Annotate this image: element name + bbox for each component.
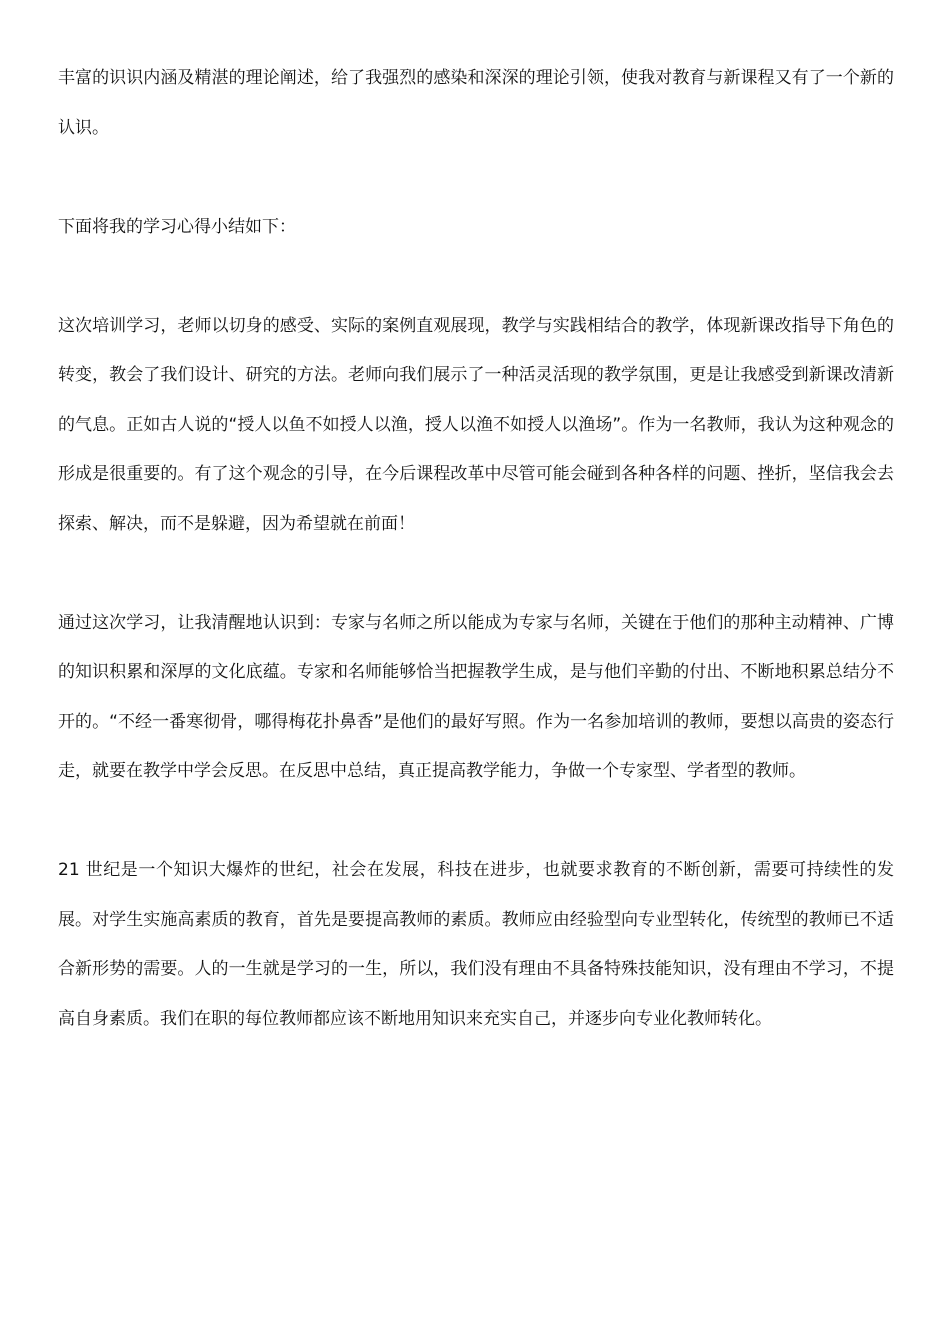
paragraph-experts: 通过这次学习，让我清醒地认识到：专家与名师之所以能成为专家与名师，关键在于他们的那种主动精神、广博的知识积累和深厚的文化底蕴。专家和名师能够恰当把握教学生成，是与他们辛勤的付出、不断地积累总结分不开的。“不经一番寒彻骨，哪得梅花扑鼻香”是他们的最好写照。作为一名参加培训的教师，要想以高贵的姿态行走，就要在教学中学会反思。在反思中总结，真正提高教学能力，争做一个专家型、学者型的教师。 — [58, 612, 894, 781]
paragraph-training: 这次培训学习，老师以切身的感受、实际的案例直观展现，教学与实践相结合的教学，体现新课改指导下角色的转变，教会了我们设计、研究的方法。老师向我们展示了一种活灵活现的教学氛围，更是让我感受到新课改清新的气息。正如古人说的“授人以鱼不如授人以渔，授人以渔不如授人以渔场”。作为一名教师，我认为这种观念的形成是很重要的。有了这个观念的引导，在今后课程改革中尽管可能会碰到各种各样的问题、挫折，坚信我会去探索、解决，而不是躲避，因为希望就在前面！ — [58, 315, 894, 534]
paragraph-spacer — [58, 153, 894, 203]
document-page — [58, 54, 894, 1044]
paragraph-spacer — [58, 549, 894, 599]
paragraph-intro: 丰富的识识内涵及精湛的理论阐述，给了我强烈的感染和深深的理论引领，使我对教育与新课程又有了一个新的认识。 — [58, 68, 894, 138]
paragraph-spacer — [58, 252, 894, 302]
paragraph-21st-century: 21 世纪是一个知识大爆炸的世纪，社会在发展，科技在进步，也就要求教育的不断创新，需要可持续性的发展。对学生实施高素质的教育，首先是要提高教师的素质。教师应由经验型向专业型转化，传统型的教师已不适合新形势的需要。人的一生就是学习的一生，所以，我们没有理由不具备特殊技能知识，没有理由不学习，不提高自身素质。我们在职的每位教师都应该不断地用知识来充实自己，并逐步向专业化教师转化。 — [58, 860, 894, 1029]
paragraph-spacer — [58, 797, 894, 847]
paragraph-summary-heading: 下面将我的学习心得小结如下： — [58, 216, 296, 237]
